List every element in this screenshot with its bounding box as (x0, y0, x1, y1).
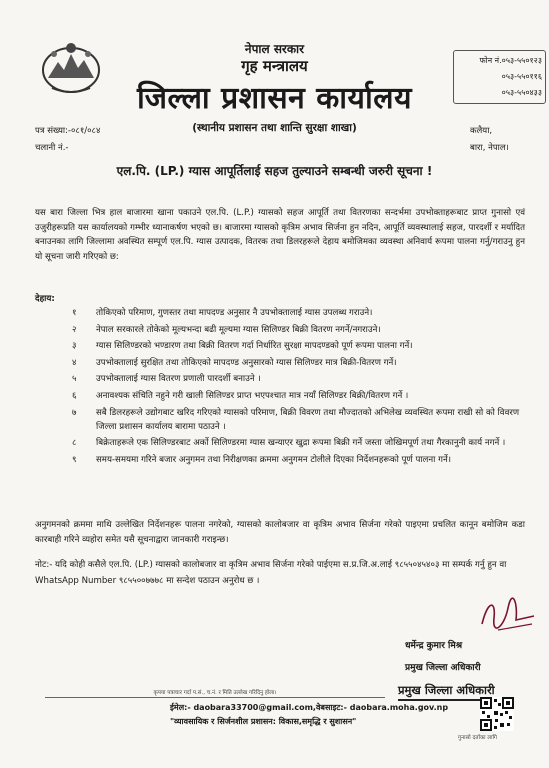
list-item (72, 339, 527, 353)
item-number: ९ (72, 454, 77, 465)
item-number: ४ (72, 357, 77, 368)
signatory-name: धर्मेन्द्र कुमार मिश्र (405, 641, 463, 651)
qr-code-icon[interactable] (480, 697, 514, 731)
location-line: बारा, नेपाल। (470, 143, 509, 153)
office-location (470, 123, 509, 157)
item-text: समय-समयमा गरिने बजार अनुगमन तथा निरीक्षणका क्रममा अनुगमन टोलीले दिएका निर्देशनहरूको पूर्ण पालना गर्ने। (96, 454, 451, 465)
list-item (72, 306, 527, 320)
footer-slogan: "व्यावसायिक र सिर्जनशील प्रशासन: विकास,समृद्धि र सुशासन" (170, 717, 357, 726)
item-text: ग्यास सिलिण्डरको भण्डारण तथा बिक्री वितरण गर्दा निर्धारित सुरक्षा मापदण्डको पूर्ण रूपमा पालना गर्ने। (96, 341, 413, 352)
list-label: देहाय: (35, 294, 55, 304)
item-text: बिक्रेताहरूले एक सिलिण्डरबाट अर्को सिलिण्डरमा ग्यास खन्याएर खुद्रा रूपमा बिक्री गर्ने जस्ता जोखिमपूर्ण तथा गैरकानुनी कार्य नगर्ने । (96, 438, 506, 449)
branch-name: (स्थानीय प्रशासन तथा शान्ति सुरक्षा शाखा) (192, 122, 357, 134)
item-number: ६ (72, 390, 77, 401)
letter-number: पत्र संख्या:-०८१/०८४ (35, 126, 101, 136)
phone-number: फोन नं.०५३-५५०१२३ (479, 56, 542, 65)
list-item (72, 453, 527, 467)
item-number: १ (72, 308, 77, 318)
item-text: तोकिएको परिमाण, गुणस्तर तथा मापदण्ड अनुसार नै उपभोक्तालाई ग्यास उपलब्ध गराउने। (96, 308, 373, 318)
handwritten-signature (478, 594, 538, 636)
qr-caption: गुनासो दर्ताका लागि (458, 735, 498, 741)
list-item (72, 406, 527, 434)
notice-subject: एल.पि. (LP.) ग्यास आपूर्तिलाई सहज तुल्याउने सम्बन्धी जरुरी सूचना ! (116, 164, 433, 178)
item-text: अनावश्यक संचिति नहुने गरी खाली सिलिण्डर प्राप्त भएपश्चात मात्र नयाँ सिलिण्डर बिक्री/वितरण गर्ने । (96, 390, 409, 401)
location-line: कलैया, (470, 126, 493, 136)
phone-number: ०५३-५५०११६ (501, 72, 542, 81)
dispatch-number: चलानी नं.- (35, 143, 69, 153)
ministry-name: गृह मन्त्रालय (241, 57, 308, 75)
item-number: ३ (72, 341, 77, 352)
directive-list (72, 306, 527, 469)
closing-paragraph: अनुगमनको क्रममा माथि उल्लेखित निर्देशनहरू पालना नगरेको, ग्यासको कालोबजार वा कृत्रिम अभाव सिर्जना गरेको पाइएमा प्रचलित कानून बमोजिम कडा कारबाही गरिने व्यहोरा समेत यसै सूचनाद्वारा जानकारी गराइन्छ। (35, 520, 525, 545)
government-name: नेपाल सरकार (244, 42, 305, 56)
note-paragraph: नोट:- यदि कोही कसैले एल.पि. (LP.) ग्यासको कालोबजार वा कृत्रिम अभाव सिर्जना गरेको पाईएमा स.प्र.जि.अ.लाई ९८५५०४५४०३ मा सम्पर्क गर्नु हुन वा WhatsApp Number ९८५५००७७७८ मा सन्देश पठाउन अनुरोध छ । (35, 560, 507, 586)
footer-instruction: कृपया पत्राचार गर्दा प.सं., च.नं. र मिति उल्लेख गरिदिनु होला। (45, 688, 385, 698)
item-number: ७ (72, 407, 77, 418)
footer-contact: ईमेल:- daobara33700@gmail.com,वेबसाइट:- daobara.moha.gov.np (170, 703, 449, 712)
item-text: सबै डिलरहरूले उद्योगबाट खरिद गरिएको ग्यासको परिमाण, बिक्री विवरण तथा मौज्दातको अभिलेख व्यवस्थित रूपमा राखी सो को विवरण जिल्ला प्रशासन कार्यालय बारामा पठाउने । (96, 407, 520, 432)
reference-block (35, 123, 100, 157)
list-item (72, 389, 527, 403)
item-number: २ (72, 324, 77, 335)
phone-box (453, 50, 546, 104)
phone-number: ०५३-५५०४३३ (501, 88, 542, 97)
list-item (72, 323, 527, 337)
list-item (72, 436, 527, 450)
item-text: उपभोक्तालाई ग्यास वितरण प्रणाली पारदर्शी बनाउने । (96, 374, 261, 385)
intro-paragraph: यस बारा जिल्ला भित्र हाल बाजारमा खाना पकाउने एल.पि. (L.P.) ग्यासको सहज आपूर्ति तथा वितरणका सन्दर्भमा उपभोक्ताहरूबाट प्राप्त गुनासो एवं उजुरीहरूप्रति यस कार्यालयको गम्भीर ध्यानाकर्षण भएको छ। बाजारमा ग्यासको कृत्रिम अभाव सिर्जना हुन नदिन, आपूर्ति व्यवस्थालाई सहज, पारदर्शी र मर्यादित बनाउनका लागि जिल्लामा अवस्थित सम्पूर्ण एल.पि. ग्यास उत्पादक, वितरक तथा डिलरहरूले देहाय बमोजिमका व्यवस्था अनिवार्य रूपमा पालना गर्नु/गराउनु हुन यो सूचना जारी गरिएको छ: (35, 208, 525, 262)
item-number: ५ (72, 374, 77, 385)
official-stamp: प्रमुख जिल्ला अधिकारी (398, 683, 495, 701)
item-number: ८ (72, 438, 77, 449)
item-text: उपभोक्तालाई सुरक्षित तथा तोकिएको मापदण्ड अनुसारको ग्यास सिलिण्डर मात्र बिक्री-वितरण गर्ने। (96, 357, 397, 368)
item-text: नेपाल सरकारले तोकेको मूल्यभन्दा बढी मूल्यमा ग्यास सिलिण्डर बिक्री वितरण नगर्ने/नगराउने। (96, 324, 381, 335)
office-name: जिल्ला प्रशासन कार्यालय (137, 81, 412, 116)
signatory-title: प्रमुख जिल्ला अधिकारी (405, 663, 481, 673)
list-item (72, 372, 527, 386)
list-item (72, 356, 527, 370)
